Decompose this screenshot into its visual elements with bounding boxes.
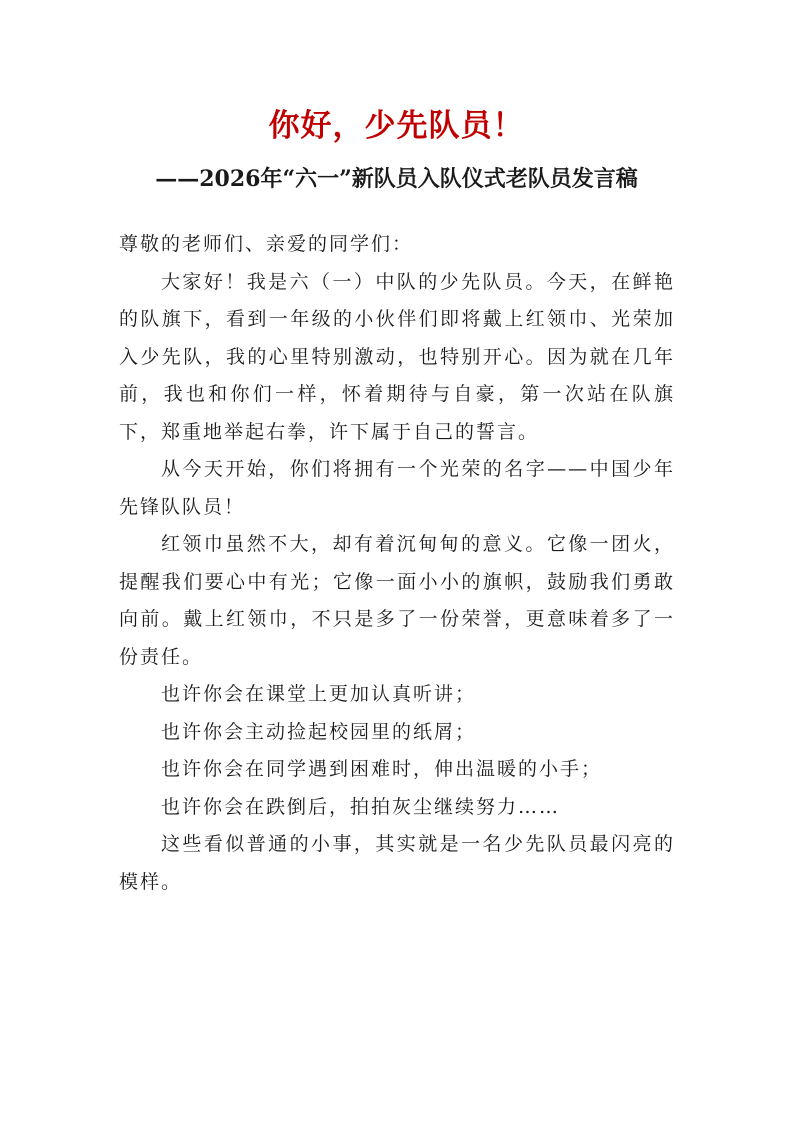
document-body: [119, 226, 675, 901]
paragraph-4: 也许你会在课堂上更加认真听讲；: [161, 683, 477, 705]
paragraph-2: 从今天开始，你们将拥有一个光荣的名字——中国少年先锋队队员！: [119, 458, 675, 518]
paragraph-8: 这些看似普通的小事，其实就是一名少先队员最闪亮的模样。: [119, 833, 675, 893]
paragraph-6: 也许你会在同学遇到困难时，伸出温暖的小手；: [161, 758, 603, 780]
paragraph-3: 红领巾虽然不大，却有着沉甸甸的意义。它像一团火，提醒我们要心中有光；它像一面小小的旗帜，鼓励我们勇敢向前。戴上红领巾，不只是多了一份荣誉，更意味着多了一份责任。: [119, 533, 675, 668]
document-title: 你好，少先队员！: [268, 108, 525, 144]
salutation: 尊敬的老师们、亲爱的同学们：: [119, 233, 414, 255]
document-subtitle: ——2026年“六一”新队员入队仪式老队员发言稿: [155, 166, 638, 192]
paragraph-1: 大家好！我是六（一）中队的少先队员。今天，在鲜艳的队旗下，看到一年级的小伙伴们即将戴上红领巾、光荣加入少先队，我的心里特别激动，也特别开心。因为就在几年前，我也和你们一样，怀着期待与自豪，第一次站在队旗下，郑重地举起右拳，许下属于自己的誓言。: [119, 270, 675, 443]
paragraph-7: 也许你会在跌倒后，拍拍灰尘继续努力……: [161, 795, 561, 818]
paragraph-5: 也许你会主动捡起校园里的纸屑；: [161, 720, 477, 743]
